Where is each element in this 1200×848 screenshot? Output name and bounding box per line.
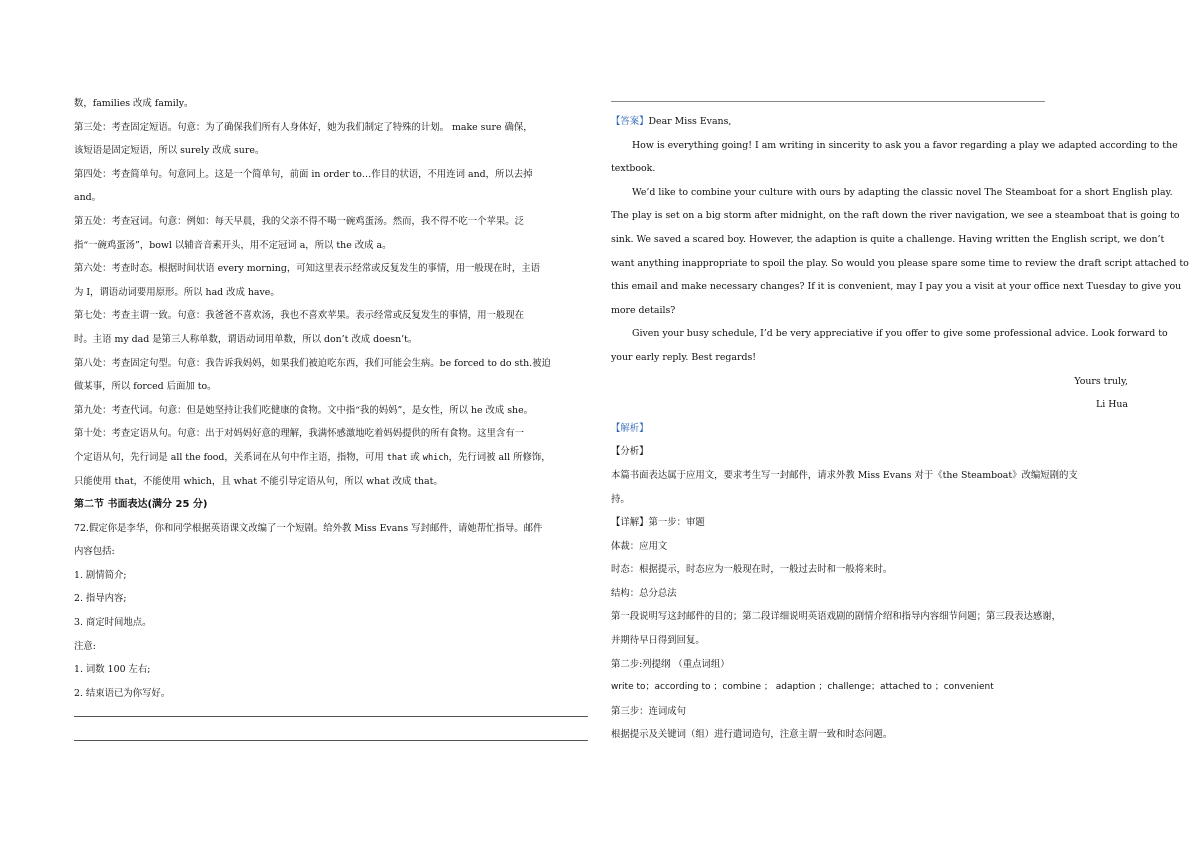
task-line: 2. 结束语已为你写好。	[74, 687, 171, 699]
answer-line	[611, 110, 1128, 134]
task-line: 3. 商定时间地点。	[74, 617, 152, 629]
text-segment: 个定语从句，先行词是 all the food，关系词在从句中作主语，指物，可用	[74, 451, 387, 463]
text-line: 第三处：考查固定短语。句意：为了确保我们所有人身体好，她为我们制定了特殊的计划。 make sure 确保，	[74, 121, 533, 133]
text-line: 该短语是固定短语，所以 surely 改成 sure。	[74, 145, 265, 157]
text-line: 第七处：考查主谓一致。句意：我爸爸不喜欢汤，我也不喜欢苹果。表示经常或反复发生的事情，用一般现在	[74, 310, 525, 322]
text-line: 时。主语 my dad 是第三人称单数，谓语动词用单数，所以 don’t 改成 doesn’t。	[74, 333, 418, 345]
text-line: 第五处：考查冠词。句意：例如：每天早晨，我的父亲不得不喝一碗鸡蛋汤。然而，我不得不吃一个苹果。泛	[74, 215, 525, 227]
left-column	[74, 92, 588, 753]
salutation: Dear Miss Evans,	[648, 116, 732, 127]
text-line: 第十处：考查定语从句。句意：出于对妈妈好意的理解，我满怀感激地吃着妈妈提供的所有食物。这里含有一	[74, 428, 525, 440]
text-segment: 或	[407, 451, 423, 463]
step3-line: 根据提示及关键词（组）进行遣词造句，注意主谓一致和时态问题。	[611, 729, 893, 741]
text-line	[74, 446, 588, 470]
analysis-line: 本篇书面表达属于应用文，要求考生写一封邮件，请求外教 Miss Evans 对于《the Steamboat》改编短剧的支	[611, 469, 1078, 481]
text-line: 指“一碗鸡蛋汤”，bowl 以辅音音素开头，用不定冠词 a，所以 the 改成 a。	[74, 239, 392, 251]
analysis-tag: 【解析】	[611, 422, 649, 434]
letter-line: want anything inappropriate to spoil the play. So would you please spare some time to review the draft script attached to	[611, 257, 1189, 269]
letter-line: sink. We saved a scared boy. However, the adaption is quite a challenge. Having written the English script, we don’t	[611, 233, 1165, 245]
text-line: 只能使用 that，不能使用 which，且 what 不能引导定语从句，所以 what 改成 that。	[74, 475, 443, 487]
text-line: and。	[74, 192, 102, 204]
letter-line: How is everything going! I am writing in sincerity to ask you a favor regarding a play we adapted according to the	[632, 139, 1178, 151]
letter-line: textbook.	[611, 163, 656, 175]
letter-line: Given your busy schedule, I’d be very appreciative if you offer to give some professional advice. Look forward to	[632, 328, 1168, 340]
detail-line: 第一段说明写这封邮件的目的；第二段详细说明英语戏剧的剧情介绍和指导内容细节问题；第三段表达感谢，	[611, 611, 1062, 623]
text-line: 做某事，所以 forced 后面加 to。	[74, 381, 217, 393]
code-word-that: that	[386, 452, 408, 463]
text-line: 第九处：考查代词。句意：但是她坚持让我们吃健康的食物。文中指“我的妈妈”，是女性，所以 he 改成 she。	[74, 404, 534, 416]
detail-line: 第二步:列提纲 （重点词组）	[611, 658, 730, 670]
task-line: 72.假定你是李华，你和同学根据英语课文改编了一个短剧。给外教 Miss Evans 写封邮件，请她帮忙指导。邮件	[74, 522, 543, 534]
section-heading: 第二节 书面表达(满分 25 分)	[74, 499, 208, 511]
answer-blank-line	[74, 729, 588, 741]
text-segment: ，先行词被 all 所修饰，	[448, 451, 551, 463]
analysis-heading: 【分析】	[611, 446, 649, 458]
text-line: 第六处：考查时态。根据时间状语 every morning，可知这里表示经常或反复发生的事情，用一般现在时，主语	[74, 263, 540, 275]
detail-line: 时态：根据提示，时态应为一般现在时，一般过去时和一般将来时。	[611, 564, 893, 576]
key-phrases: write to；according to ；combine ； adaption ；challenge；attached to ；convenient	[611, 682, 994, 693]
top-divider	[611, 101, 1045, 102]
step3-line: 第三步：连词成句	[611, 705, 687, 717]
analysis-line: 持。	[611, 493, 630, 505]
letter-line: your early reply. Best regards!	[611, 351, 757, 363]
letter-line: this email and make necessary changes? If it is convenient, may I pay you a visit at your office next Tuesday to give you	[611, 281, 1182, 293]
text-line: 为 I，谓语动词要用原形。所以 had 改成 have。	[74, 286, 280, 298]
right-column	[611, 110, 1189, 747]
detail-line: 结构：总分总法	[611, 587, 677, 599]
task-line: 内容包括:	[74, 546, 115, 558]
detail-line: 体裁：应用文	[611, 540, 668, 552]
task-line: 1. 剧情简介;	[74, 569, 127, 581]
letter-line: The play is set on a big storm after midnight, on the raft down the river navigation, we see a steamboat that is going to	[611, 210, 1180, 222]
text-line: 数，families 改成 family。	[74, 98, 194, 109]
text-line: 第四处：考查简单句。句意同上。这是一个简单句，前面 in order to…作目的状语，不用连词 and，所以去掉	[74, 168, 533, 180]
letter-closing: Yours truly,	[1074, 375, 1128, 387]
task-line: 2. 指导内容;	[74, 593, 127, 605]
detail-heading: 【详解】第一步：审题	[611, 517, 705, 529]
answer-blank-line	[74, 705, 588, 717]
letter-signature: Li Hua	[1095, 399, 1128, 411]
code-word-which: which	[422, 452, 449, 463]
answer-tag: 【答案】	[611, 116, 649, 127]
text-line: 第八处：考查固定句型。句意：我告诉我妈妈，如果我们被迫吃东西，我们可能会生病。be forced to do sth.被迫	[74, 357, 551, 369]
detail-line: 并期待早日得到回复。	[611, 635, 705, 647]
letter-line: more details?	[611, 304, 676, 316]
task-line: 1. 词数 100 左右;	[74, 664, 151, 676]
letter-line: We’d like to combine your culture with ours by adapting the classic novel The Steamboat for a short English play.	[632, 186, 1173, 198]
task-line: 注意:	[74, 640, 96, 652]
